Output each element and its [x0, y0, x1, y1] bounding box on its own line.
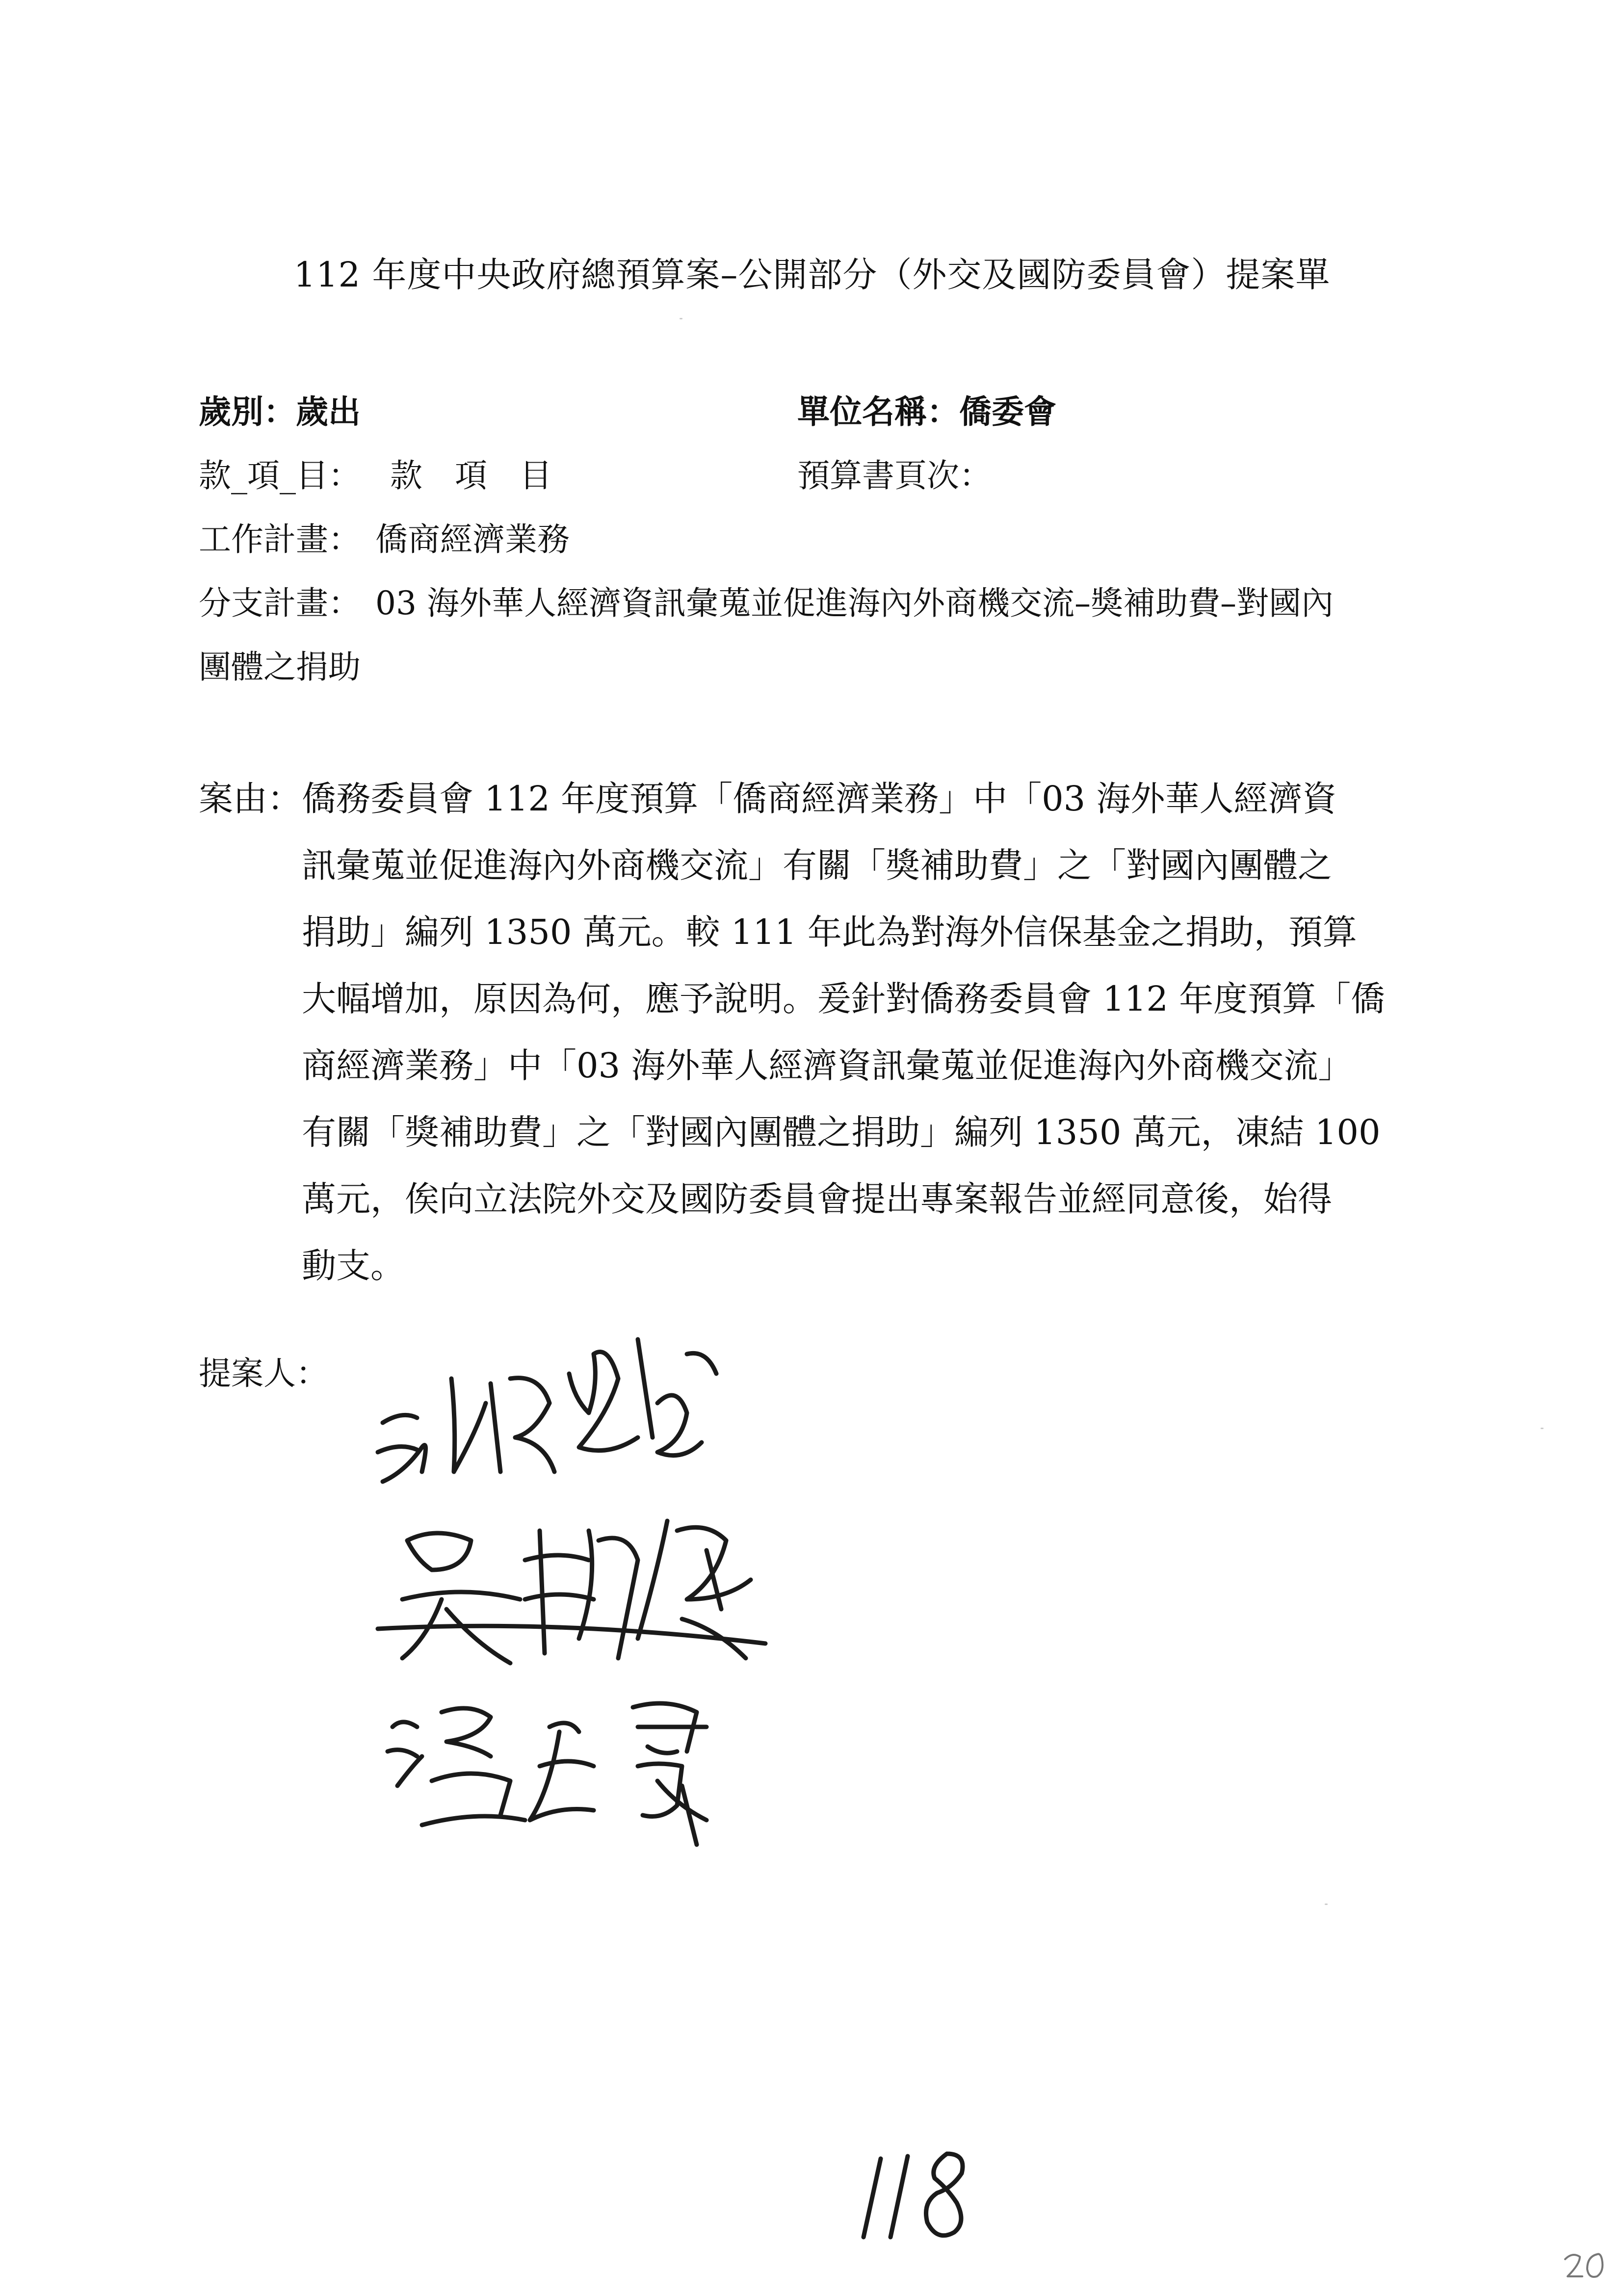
- unit-label: 單位名稱：: [797, 393, 959, 431]
- corner-number: [1560, 2247, 1609, 2286]
- sub-plan-label: 分支計畫：: [199, 584, 361, 622]
- category-label: 歲別：: [199, 393, 296, 431]
- case-reason-body: [199, 765, 1455, 1299]
- body-line: 案由：僑務委員會 112 年度預算「僑商經濟業務」中「03 海外華人經濟資: [199, 779, 1337, 819]
- body-line: 捐助」編列 1350 萬元。較 111 年此為對海外信保基金之捐助，預算: [302, 912, 1357, 952]
- sub-plan-continuation: [199, 643, 361, 692]
- item-value: 款 項 目: [390, 457, 552, 495]
- work-plan-field: [199, 515, 570, 564]
- body-line: 大幅增加，原因為何，應予說明。爰針對僑務委員會 112 年度預算「僑: [302, 979, 1386, 1019]
- body-line: 動支。: [302, 1246, 405, 1286]
- sub-plan-field: [199, 579, 1334, 628]
- document-title: 112 年度中央政府總預算案–公開部分（外交及國防委員會）提案單: [293, 255, 1331, 295]
- body-line: 有關「獎補助費」之「對國內團體之捐助」編列 1350 萬元，凍結 100: [302, 1112, 1381, 1152]
- item-field: [199, 451, 552, 500]
- item-label: 款_項_目：: [199, 457, 361, 495]
- scan-speck: [1325, 1904, 1328, 1905]
- signature-3: [388, 1703, 707, 1845]
- budget-page-field: [797, 451, 992, 500]
- handwritten-page-number: [834, 2139, 991, 2252]
- unit-value: 僑委會: [959, 393, 1056, 431]
- category-field: [199, 388, 361, 437]
- budget-page-label: 預算書頁次：: [797, 457, 992, 495]
- sub-plan-value-line2: 團體之捐助: [199, 648, 361, 686]
- work-plan-label: 工作計畫：: [199, 521, 361, 558]
- signature-1: [378, 1339, 716, 1482]
- proposer-label: 提案人：: [199, 1355, 328, 1392]
- handwritten-signatures: [363, 1325, 844, 1854]
- body-line: 商經濟業務」中「03 海外華人經濟資訊彙蒐並促進海內外商機交流」: [302, 1045, 1353, 1086]
- work-plan-value: 僑商經濟業務: [375, 521, 570, 558]
- body-line: 訊彙蒐並促進海內外商機交流」有關「獎補助費」之「對國內團體之: [302, 845, 1332, 886]
- signature-2: [378, 1521, 765, 1663]
- sub-plan-value-line1: 03 海外華人經濟資訊彙蒐並促進海內外商機交流–獎補助費–對國內: [375, 584, 1334, 622]
- category-value: 歲出: [296, 393, 361, 431]
- scan-speck: [1541, 1428, 1544, 1429]
- scan-speck: [680, 318, 682, 319]
- unit-field: [797, 388, 1056, 437]
- body-line: 萬元，俟向立法院外交及國防委員會提出專案報告並經同意後，始得: [302, 1179, 1332, 1219]
